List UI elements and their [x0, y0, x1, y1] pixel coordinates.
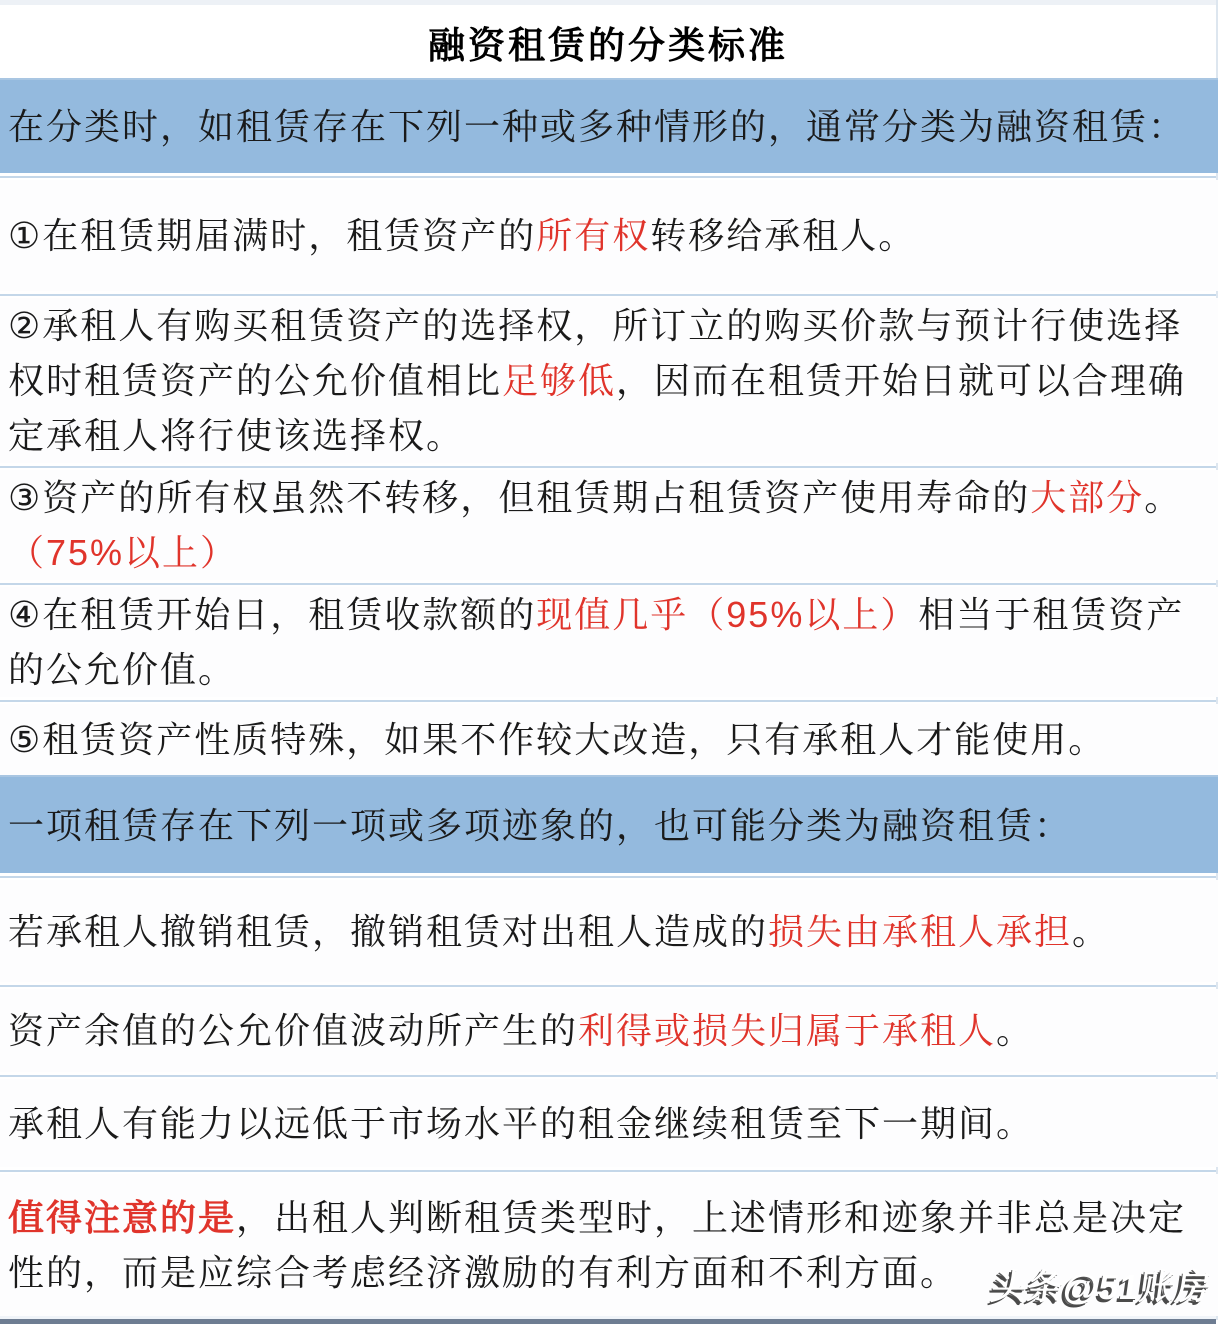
row-divider [0, 291, 1216, 298]
row-text [8, 1096, 1034, 1151]
highlight-text: 损失由承租人承担 [768, 910, 1073, 952]
row-divider [0, 873, 1216, 880]
row-text [8, 798, 1072, 853]
row-text [8, 587, 1210, 697]
text-segment: 。 [1144, 477, 1183, 518]
text-segment: 一项租赁存在下列一项或多项迹象的，也可能分类为融资租赁： [8, 804, 1073, 846]
highlight-text: 利得或损失归属于承租人 [578, 1010, 997, 1051]
text-segment: ⑤租赁资产性质特殊，如果不作较大改造，只有承租人才能使用。 [8, 719, 1107, 760]
table-row [0, 180, 1218, 291]
table-row [0, 587, 1218, 697]
highlight-text: 大部分 [1030, 477, 1145, 518]
section-header-row [0, 78, 1218, 173]
text-segment: 承租人有能力以远低于市场水平的租金继续租赁至下一期间。 [8, 1102, 1035, 1144]
text-segment: ，因而在租赁开始日就可以合理确定承租人将行使该选择权。 [8, 360, 1187, 456]
row-text [8, 99, 1186, 154]
row-divider [0, 697, 1216, 704]
row-divider [0, 1167, 1216, 1174]
highlight-text: 值得注意的是 [8, 1197, 237, 1238]
table-row [0, 1079, 1218, 1167]
table-row [0, 880, 1218, 982]
row-divider [0, 580, 1216, 587]
text-segment: 若承租人撤销租赁，撤销租赁对出租人造成的 [8, 910, 769, 952]
text-segment: ④在租赁开始日，租赁收款额的 [8, 594, 537, 635]
row-text [8, 298, 1210, 463]
row-divider [0, 463, 1216, 470]
text-segment: 资产余值的公允价值波动所产生的 [8, 1010, 579, 1051]
row-divider [0, 173, 1216, 180]
text-segment: ，出租人判断租赁类型时，上述情形和迹象并非总是决定性的，而是应综合考虑经济激励的有利方面和不利方面。 [8, 1197, 1187, 1293]
table-row [0, 989, 1218, 1072]
highlight-text: 现值几乎（95%以上） [536, 594, 919, 635]
text-segment: 在分类时，如租赁存在下列一种或多种情形的，通常分类为融资租赁： [8, 106, 1187, 147]
row-text [8, 712, 1106, 767]
table-row [0, 704, 1218, 775]
row-text [8, 904, 1110, 959]
text-segment: ②承租人有购买租赁资产的选择权，所订立的购买价款与预计行使选择权时租赁资产的公允价值相比 [8, 305, 1183, 401]
bottom-strip [0, 1316, 1216, 1324]
highlight-text: （75%以上） [8, 532, 239, 573]
highlight-text: 所有权 [536, 215, 651, 256]
table-row [0, 298, 1218, 463]
watermark: 头条@51账房 [988, 1268, 1215, 1307]
row-text [8, 1003, 1034, 1058]
text-segment: 。 [996, 1010, 1035, 1051]
highlight-text: 足够低 [502, 360, 617, 401]
text-segment: ①在租赁期届满时，租赁资产的 [8, 215, 537, 256]
text-segment: 转移给承租人。 [650, 215, 917, 256]
table-row [0, 470, 1218, 580]
page-title: 融资租赁的分类标准 [428, 24, 788, 66]
text-segment: ③资产的所有权虽然不转移，但租赁期占租赁资产使用寿命的 [8, 477, 1031, 518]
section-header-row [0, 775, 1218, 873]
row-divider [0, 1072, 1216, 1079]
text-segment: 。 [1072, 910, 1111, 952]
row-divider [0, 982, 1216, 989]
row-text [8, 470, 1210, 580]
text-segment: 相当于租赁资产的公允价值。 [8, 594, 1185, 690]
row-text [8, 208, 916, 263]
criteria-table [0, 78, 1216, 1316]
